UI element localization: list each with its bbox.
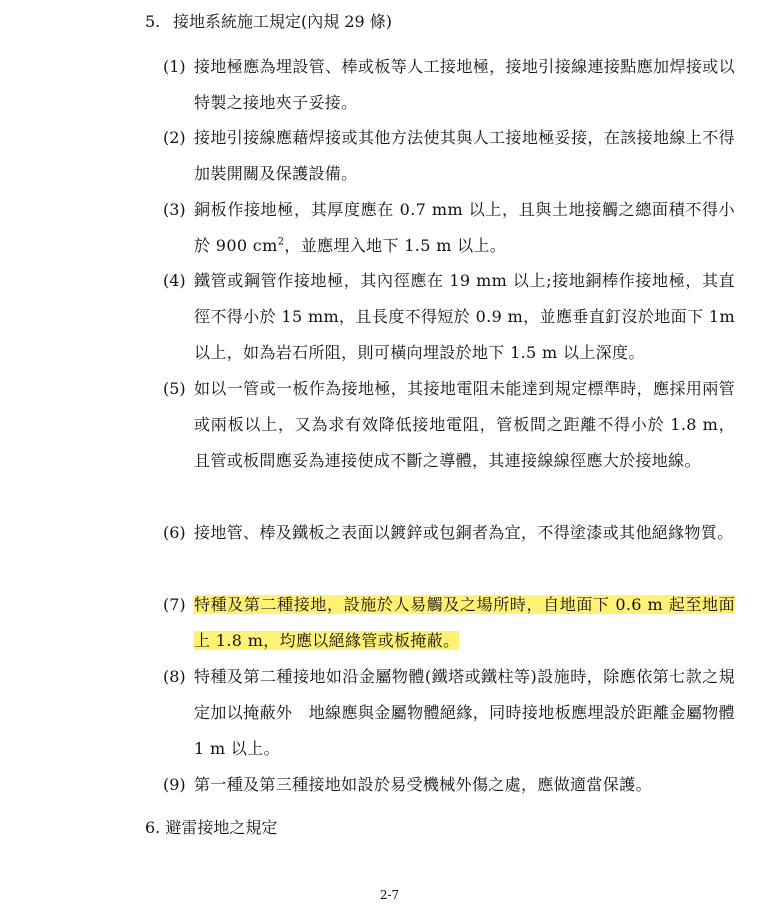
item-text <box>194 192 735 264</box>
item-2 <box>163 120 735 192</box>
item-3 <box>163 192 735 264</box>
section-5-title: 接地系統施工規定(內規 29 條) <box>173 12 393 31</box>
item-number: (7) <box>163 595 186 614</box>
item-text: 第一種及第三種接地如設於易受機械外傷之處，應做適當保護。 <box>194 775 652 794</box>
item-text-part: ，並應埋入地下 1.5 m 以上。 <box>284 236 507 255</box>
item-text-part: 銅板作接地極，其厚度應在 0.7 mm 以上，且與土地接觸之總面積不得小於 900 cm <box>194 200 735 255</box>
highlighted-text: 特種及第二種接地，設施於人易觸及之場所時，自地面下 0.6 m 起至地面上 1.8 m，均應以絕緣管或板掩蔽。 <box>194 595 735 650</box>
page-number: 2-7 <box>379 888 400 902</box>
item-number: (5) <box>163 379 186 398</box>
superscript-exponent: 2 <box>277 236 285 248</box>
item-text: 接地管、棒及鐵板之表面以鍍鋅或包銅者為宜，不得塗漆或其他絕緣物質。 <box>194 523 734 542</box>
section-5-heading <box>145 11 392 33</box>
item-6 <box>163 515 735 551</box>
item-1 <box>163 49 735 121</box>
item-8 <box>163 659 735 767</box>
item-number: (2) <box>163 128 186 147</box>
item-number: (6) <box>163 523 186 542</box>
item-text: 如以一管或一板作為接地極，其接地電阻未能達到規定標準時，應採用兩管或兩板以上，又為求有效降低接地電阻，管板間之距離不得小於 1.8 m，且管或板間應妥為連接使成不斷之導體，其連接線線徑應大於接地線。 <box>194 379 735 470</box>
item-text: 特種及第二種接地如沿金屬物體(鐵塔或鐵柱等)設施時，除應依第七款之規定加以掩蔽外 地線應與金屬物體絕緣，同時接地板應埋設於距離金屬物體 1 m 以上。 <box>194 667 735 758</box>
item-number: (9) <box>163 775 186 794</box>
item-number: (3) <box>163 200 186 219</box>
section-6-number: 6. <box>145 818 161 837</box>
item-number: (8) <box>163 667 186 686</box>
section-6-title: 避雷接地之規定 <box>165 818 278 837</box>
item-7 <box>163 587 735 659</box>
item-text-highlighted <box>194 587 735 659</box>
item-number: (4) <box>163 271 186 290</box>
item-5 <box>163 371 735 479</box>
item-text: 接地極應為埋設管、棒或板等人工接地極，接地引接線連接點應加焊接或以特製之接地夾子妥接。 <box>194 57 735 112</box>
section-6-heading <box>145 817 277 839</box>
item-text: 接地引接線應藉焊接或其他方法使其與人工接地極妥接，在該接地線上不得加裝開關及保護設備。 <box>194 128 735 183</box>
item-4 <box>163 263 735 371</box>
item-number: (1) <box>163 57 186 76</box>
item-9 <box>163 767 735 803</box>
item-text: 鐵管或鋼管作接地極，其內徑應在 19 mm 以上;接地銅棒作接地極，其直徑不得小於 15 mm，且長度不得短於 0.9 m，並應垂直釘沒於地面下 1m 以上，如為岩石所阻，則可橫向埋設於地下 1.5 m 以上深度。 <box>194 271 735 362</box>
section-5-number: 5. <box>145 12 161 31</box>
